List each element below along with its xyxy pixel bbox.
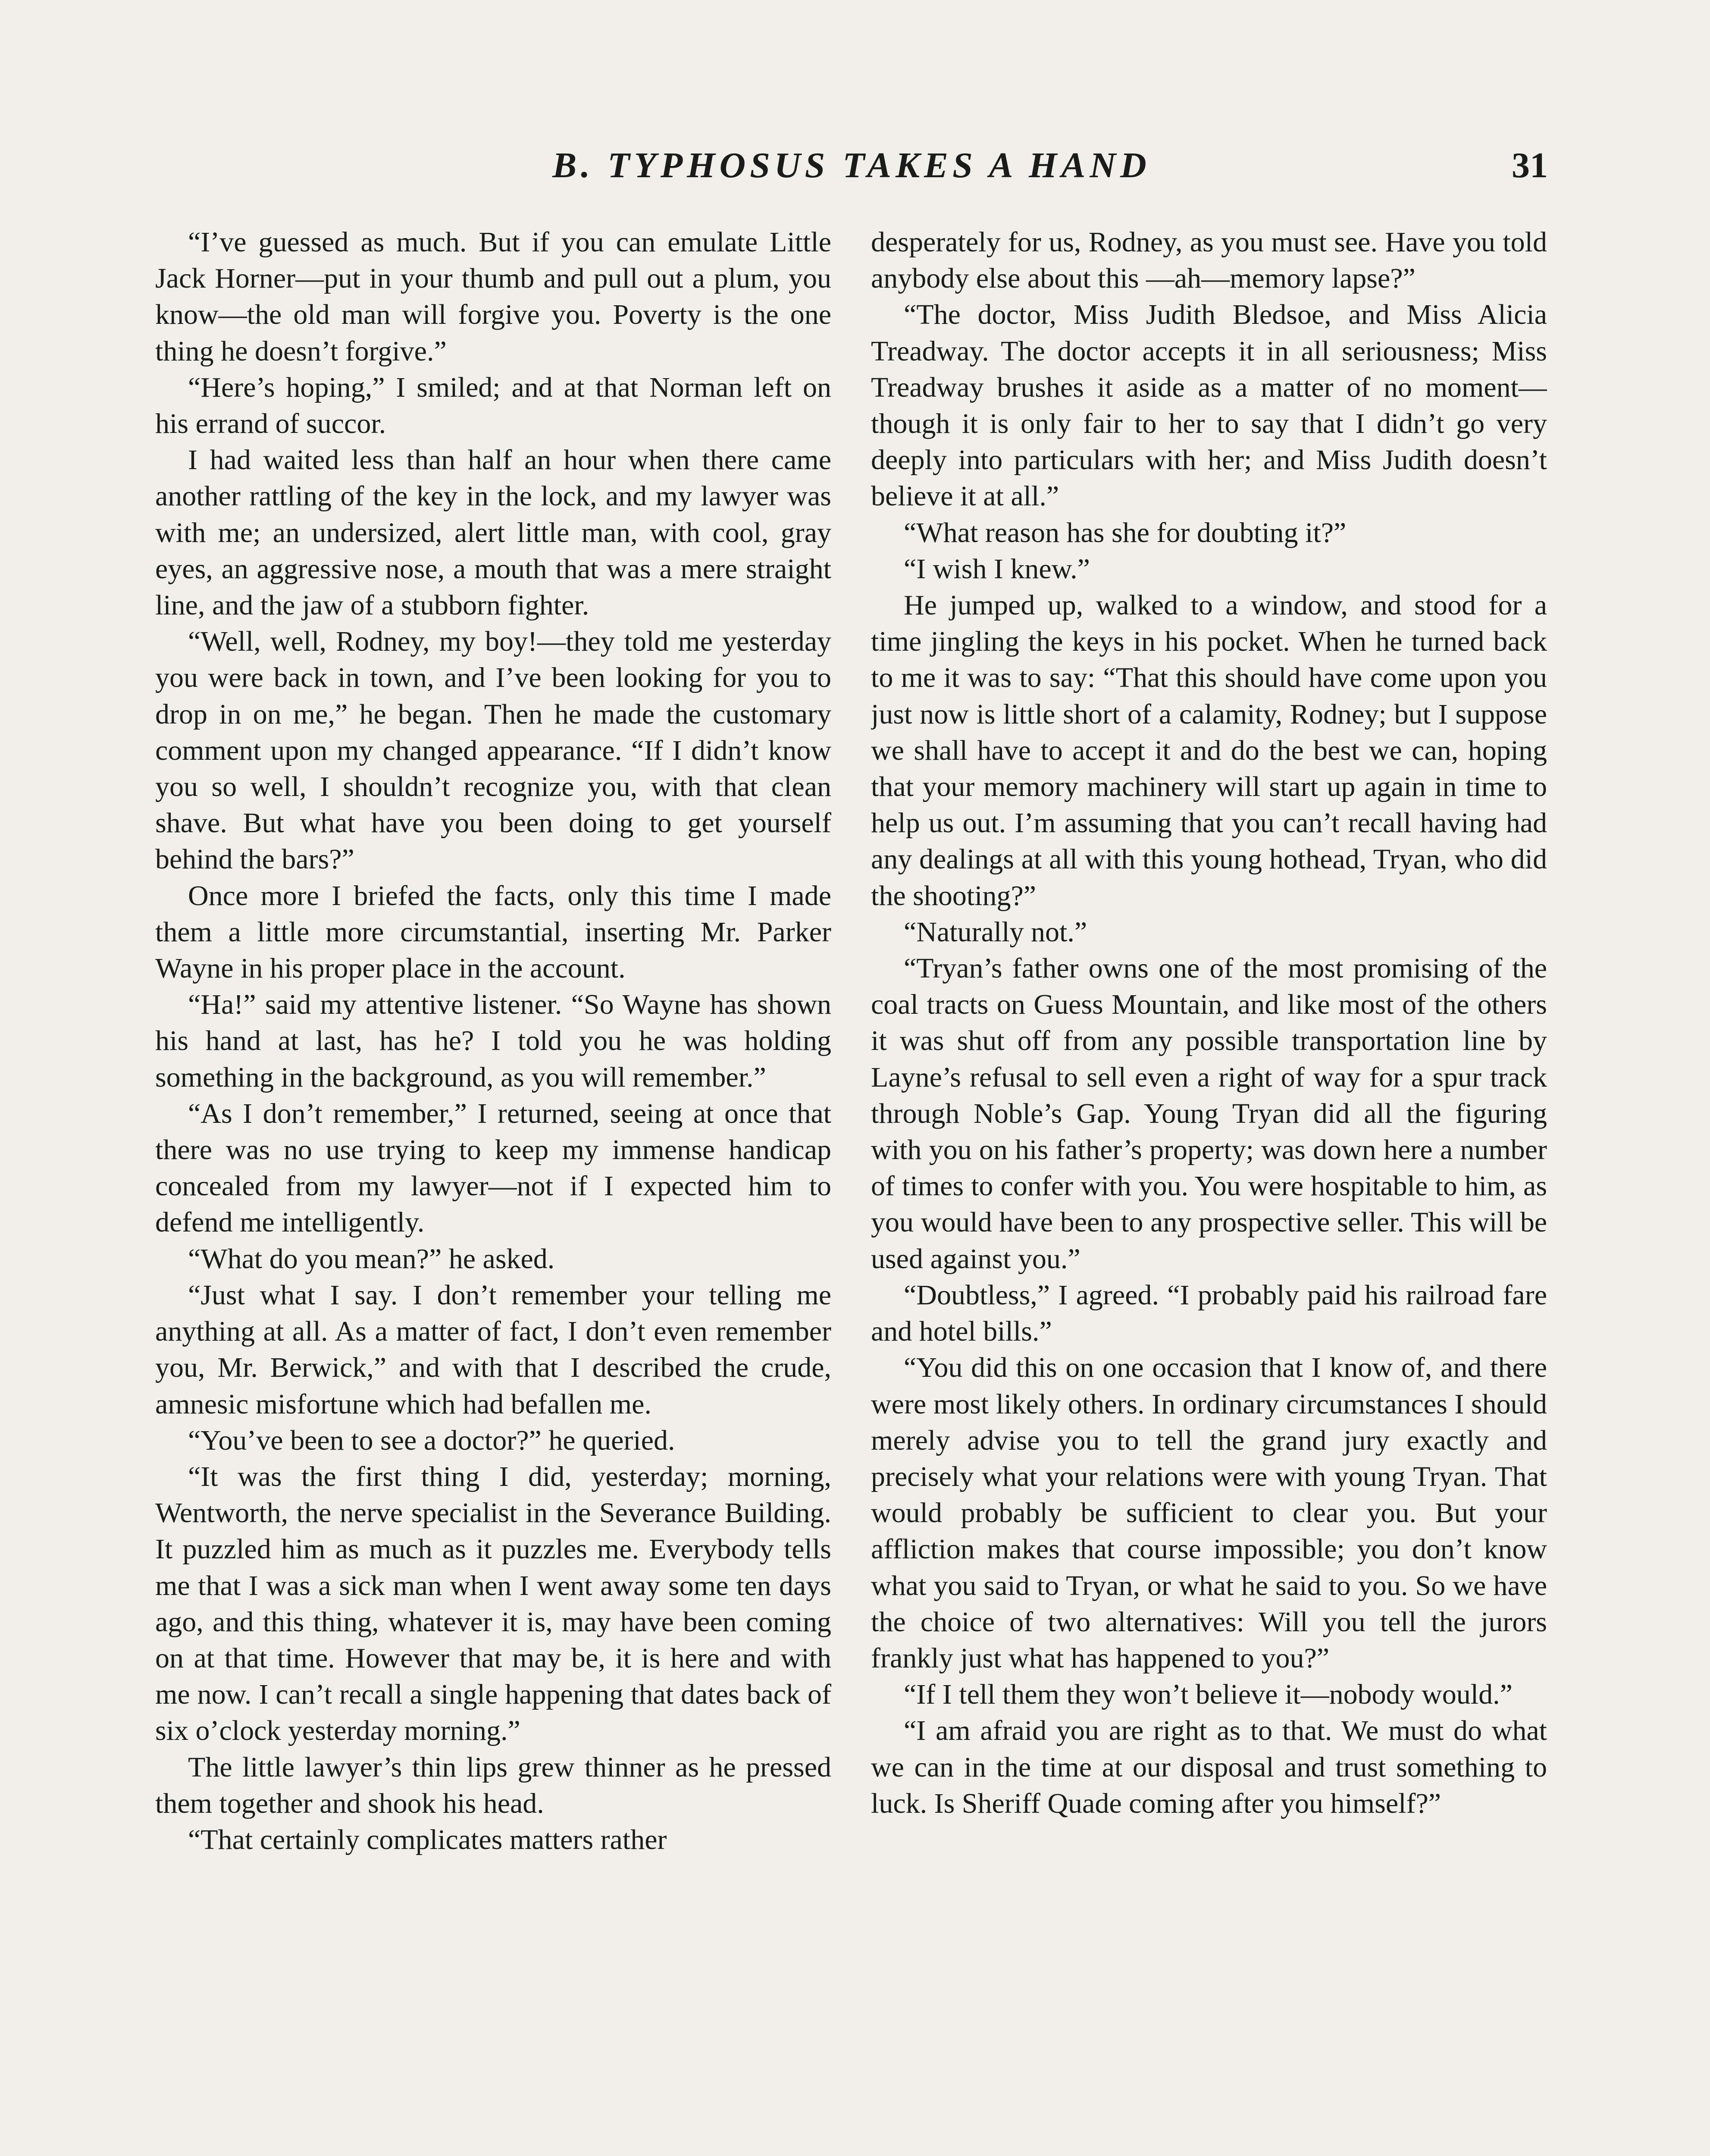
continued-paragraph: desperately for us, Rodney, as you must see. Have you told anybody else about this —ah—memory lapse?” <box>871 226 1547 295</box>
right-column <box>871 224 1547 2156</box>
paragraph: “Here’s hoping,” I smiled; and at that Norman left on his errand of succor. <box>155 371 831 440</box>
paragraph: “I wish I knew.” <box>904 553 1090 585</box>
paragraph: “I’ve guessed as much. But if you can emulate Little Jack Horner—put in your thumb and pull out a plum, you know—the old man will forgive you. Poverty is the one thing he doesn’t forgive.” <box>155 226 831 367</box>
paragraph: “Just what I say. I don’t remember your telling me anything at all. As a matter of fact, I don’t even remember you, Mr. Berwick,” and with that I described the crude, amnesic misfortune which had befallen me. <box>155 1279 831 1420</box>
paragraph: “You did this on one occasion that I know of, and there were most likely others. In ordinary circumstances I should merely advise you to tell the grand jury exactly and precisely what your relations were with young Tryan. That would probably be sufficient to clear you. But your affliction makes that course impossible; you don’t know what you said to Tryan, or what he said to you. So we have the choice of two alternatives: Will you tell the jurors frankly just what has happened to you?” <box>871 1352 1547 1674</box>
paragraph: I had waited less than half an hour when there came another rattling of the key in the lock, and my lawyer was with me; an undersized, alert little man, with cool, gray eyes, an aggressive nose, a mouth that was a mere straight line, and the jaw of a stubborn fighter. <box>155 444 831 621</box>
paragraph: “What do you mean?” he asked. <box>188 1243 555 1275</box>
paragraph: “You’ve been to see a doctor?” he queried. <box>188 1424 675 1456</box>
paragraph: “Naturally not.” <box>904 916 1087 948</box>
paragraph: “As I don’t remember,” I returned, seeing at once that there was no use trying to keep my immense handicap concealed from my lawyer—not if I expected him to defend me intelligently. <box>155 1097 831 1238</box>
paragraph: “I am afraid you are right as to that. We must do what we can in the time at our disposal and trust something to luck. Is Sheriff Quade coming after you himself?” <box>871 1715 1547 1819</box>
paragraph: “Doubtless,” I agreed. “I probably paid his railroad fare and hotel bills.” <box>871 1279 1547 1348</box>
paragraph: “Well, well, Rodney, my boy!—they told me yesterday you were back in town, and I’ve been looking for you to drop in on me,” he began. Then he made the customary comment upon my changed appearance. “If I didn’t know you so well, I shouldn’t recognize you, with that clean shave. But what have you been doing to get yourself behind the bars?” <box>155 626 831 875</box>
paragraph: “Tryan’s father owns one of the most promising of the coal tracts on Guess Mountain, and like most of the others it was shut off from any possible transportation line by Layne’s refusal to sell even a right of way for a spur track through Noble’s Gap. Young Tryan did all the figuring with you on his father’s property; was down here a number of times to confer with you. You were hospitable to him, as you would have been to any prospective seller. This will be used against you.” <box>871 953 1547 1275</box>
page-number: 31 <box>1512 145 1548 185</box>
paragraph: He jumped up, walked to a window, and stood for a time jingling the keys in his pocket. When he turned back to me it was to say: “That this should have come upon you just now is little short of a calamity, Rodney; but I suppose we shall have to accept it and do the best we can, hoping that your memory machinery will start up again in time to help us out. I’m assuming that you can’t recall having had any dealings at all with this young hothead, Tryan, who did the shooting?” <box>871 589 1547 912</box>
paragraph: The little lawyer’s thin lips grew thinner as he pressed them together and shook his head. <box>155 1751 831 1819</box>
paragraph: “What reason has she for doubting it?” <box>904 517 1347 548</box>
paragraph: “It was the first thing I did, yesterday; morning, Wentworth, the nerve specialist in the Severance Building. It puzzled him as much as it puzzles me. Everybody tells me that I was a sick man when I went away some ten days ago, and this thing, whatever it is, may have been coming on at that time. However that may be, it is here and with me now. I can’t recall a single happening that dates back of six o’clock yesterday morning.” <box>155 1460 831 1747</box>
paragraph: “Ha!” said my attentive listener. “So Wayne has shown his hand at last, has he? I told you he was holding something in the background, as you will remember.” <box>155 989 831 1093</box>
page-header <box>155 144 1548 196</box>
paragraph: “That certainly complicates matters rather <box>188 1824 667 1855</box>
paragraph: Once more I briefed the facts, only this time I made them a little more circumstantial, inserting Mr. Parker Wayne in his proper place in the account. <box>155 880 831 984</box>
paragraph: “The doctor, Miss Judith Bledsoe, and Miss Alicia Treadway. The doctor accepts it in all seriousness; Miss Treadway brushes it aside as a matter of no moment—though it is only fair to her to say that I didn’t go very deeply into particulars with her; and Miss Judith doesn’t believe it at all.” <box>871 299 1547 512</box>
paragraph: “If I tell them they won’t believe it—nobody would.” <box>904 1679 1513 1711</box>
running-title: B. TYPHOSUS TAKES A HAND <box>552 145 1151 185</box>
left-column <box>155 224 831 2156</box>
